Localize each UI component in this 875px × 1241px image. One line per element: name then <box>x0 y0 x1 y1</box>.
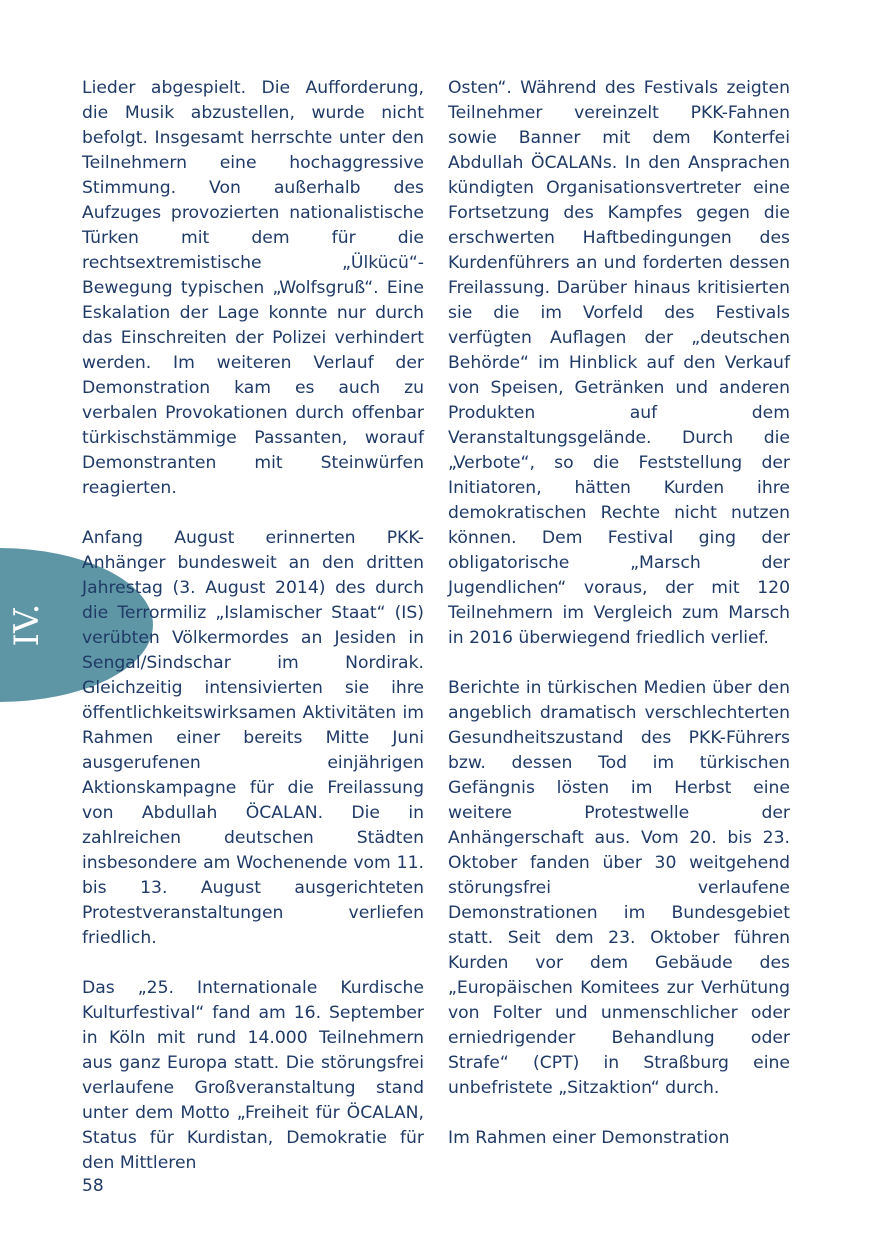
page-number: 58 <box>82 1176 104 1196</box>
left-column <box>82 76 424 1176</box>
paragraph: Lieder abgespielt. Die Aufforderung, die Musik abzustellen, wurde nicht befolgt. Insgesamt herrschte unter den Teilnehmern eine hochaggressive Stimmung. Von außerhalb des Aufzuges provozierten nationalistische Türken mit dem für die rechtsextremistische „Ülkücü“-Bewegung typischen „Wolfsgruß“. Eine Eskalation der Lage konnte nur durch das Einschreiten der Polizei verhindert werden. Im weiteren Verlauf der Demonstration kam es auch zu verbalen Provokationen durch offenbar türkischstämmige Passanten, worauf Demonstranten mit Steinwürfen reagierten. <box>82 78 424 498</box>
paragraph: Anfang August erinnerten PKK-Anhänger bundesweit an den dritten Jahrestag (3. August 2014) des durch die Terrormiliz „Islamischer Staat“ (IS) verübten Völkermordes an Jesiden in Sengal/Sindschar im Nordirak. Gleichzeitig intensivierten sie ihre öffentlichkeitswirksamen Aktivitäten im Rahmen einer bereits Mitte Juni ausgerufenen einjährigen Aktionskampagne für die Freilassung von Abdullah ÖCALAN. Die in zahlreichen deutschen Städten insbesondere am Wochenende vom 11. bis 13. August ausgerichteten Protestveranstaltungen verliefen friedlich. <box>82 528 424 948</box>
paragraph: Das „25. Internationale Kurdische Kulturfestival“ fand am 16. September in Köln mit rund 14.000 Teilnehmern aus ganz Europa statt. Die störungsfrei verlaufene Großveranstaltung stand unter dem Motto „Freiheit für ÖCALAN, Status für Kurdistan, Demokratie für den Mittleren <box>82 978 424 1173</box>
right-column <box>448 76 790 1151</box>
paragraph: Berichte in türkischen Medien über den angeblich dramatisch verschlechterten Gesundheitszustand des PKK-Führers bzw. dessen Tod im türkischen Gefängnis lösten im Herbst eine weitere Protestwelle der Anhängerschaft aus. Vom 20. bis 23. Oktober fanden über 30 weitgehend störungsfrei verlaufene Demonstrationen im Bundesgebiet statt. Seit dem 23. Oktober führen Kurden vor dem Gebäude des „Europäischen Komitees zur Verhütung von Folter und unmenschlicher oder erniedrigender Behandlung oder Strafe“ (CPT) in Straßburg eine unbefristete „Sitzaktion“ durch. <box>448 678 790 1098</box>
paragraph: Im Rahmen einer Demonstration <box>448 1128 730 1148</box>
paragraph: Osten“. Während des Festivals zeigten Teilnehmer vereinzelt PKK-Fahnen sowie Banner mit dem Konterfei Abdullah ÖCALANs. In den Ansprachen kündigten Organisationsvertreter eine Fortsetzung des Kampfes gegen die erschwerten Haftbedingungen des Kurdenführers an und forderten dessen Freilassung. Darüber hinaus kritisierten sie die im Vorfeld des Festivals verfügten Auflagen der „deutschen Behörde“ im Hinblick auf den Verkauf von Speisen, Getränken und anderen Produkten auf dem Veranstaltungsgelände. Durch die „Verbote“, so die Feststellung der Initiatoren, hätten Kurden ihre demokratischen Rechte nicht nutzen können. Dem Festival ging der obligatorische „Marsch der Jugendlichen“ voraus, der mit 120 Teilnehmern im Vergleich zum Marsch in 2016 überwiegend friedlich verlief. <box>448 78 790 648</box>
chapter-tab-label: IV. <box>7 603 47 647</box>
